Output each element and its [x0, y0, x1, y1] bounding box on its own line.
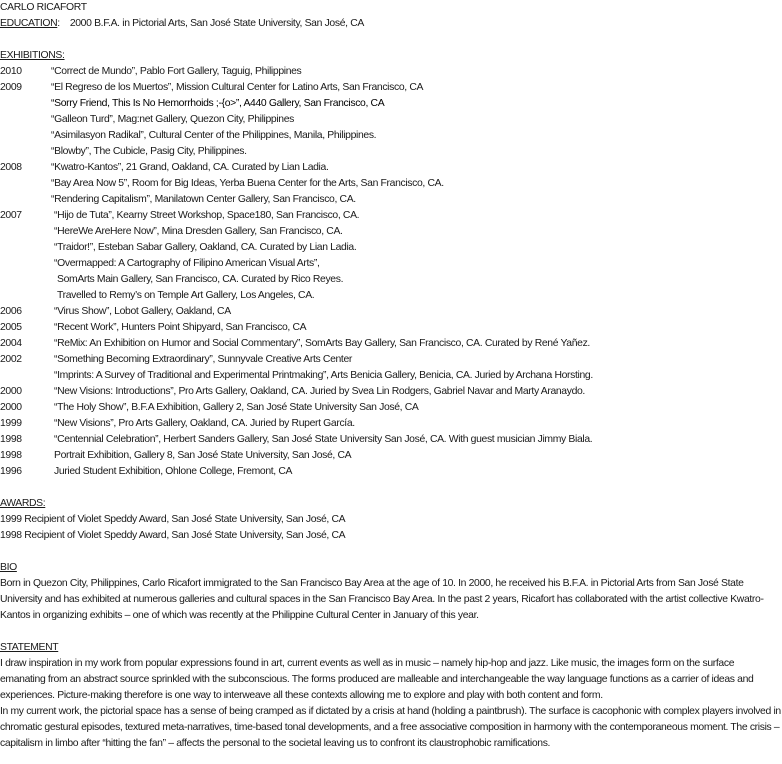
exhibition-row: [0, 304, 782, 320]
exhibition-text: “HereWe AreHere Now”, Mina Dresden Gallery, San Francisco, CA.: [54, 226, 343, 237]
exhibition-text: Juried Student Exhibition, Ohlone College, Fremont, CA: [54, 466, 293, 477]
exhibition-row: [0, 144, 782, 160]
statement-paragraph: I draw inspiration in my work from popular expressions found in art, current events as well as in music – namely hip-hop and jazz. Like music, the images form on the surface emanating from an abstract source sprinkled with the subconscious. The forms produced are malleable and interchangeable the way language functions as a carrier of ideas and experiences. Picture-making therefore is one way to interweave all these contexts allowing me to explore and play with both content and form.: [0, 658, 754, 701]
exhibition-text: SomArts Main Gallery, San Francisco, CA. Curated by Rico Reyes.: [57, 274, 344, 285]
exhibition-text: Travelled to Remy’s on Temple Art Gallery, Los Angeles, CA.: [57, 290, 315, 301]
exhibition-text: “El Regreso de los Muertos”, Mission Cultural Center for Latino Arts, San Francisco, CA: [51, 82, 424, 93]
exhibition-text: Portrait Exhibition, Gallery 8, San José State University, San José, CA: [54, 450, 352, 461]
exhibition-row: [0, 160, 782, 176]
exhibition-text: “Centennial Celebration”, Herbert Sanders Gallery, San José State University San José, CA. With guest musician Jimmy Biala.: [54, 434, 593, 445]
spacer: [0, 480, 782, 496]
exhibition-year: 2007: [0, 210, 22, 221]
exhibition-text: “Kwatro-Kantos”, 21 Grand, Oakland, CA. Curated by Lian Ladia.: [51, 162, 329, 173]
exhibition-text: “Sorry Friend, This Is No Hemorrhoids ;-{o>”, A440 Gallery, San Francisco, CA: [51, 98, 385, 109]
statement-heading: STATEMENT: [0, 642, 59, 653]
exhibition-row: [0, 208, 782, 224]
exhibition-row: [0, 288, 782, 304]
exhibition-row: [0, 320, 782, 336]
exhibition-text: “Virus Show”, Lobot Gallery, Oakland, CA: [54, 306, 231, 317]
education-colon: :: [57, 18, 60, 29]
exhibition-year: 1996: [0, 466, 22, 477]
exhibition-year: 2005: [0, 322, 22, 333]
exhibitions-heading: EXHIBITIONS:: [0, 50, 65, 61]
exhibition-text: “Imprints: A Survey of Traditional and Experimental Printmaking”, Arts Benicia Gallery, Benicia, CA. Juried by Archana Horsting.: [54, 370, 593, 381]
exhibition-text: “New Visions: Introductions”, Pro Arts Gallery, Oakland, CA. Juried by Svea Lin Rodgers, Gabriel Navar and Marty Aranaydo.: [54, 386, 585, 397]
exhibition-year: 2000: [0, 386, 22, 397]
artist-name: CARLO RICAFORT: [0, 2, 87, 13]
exhibition-row: [0, 448, 782, 464]
exhibition-row: [0, 80, 782, 96]
exhibition-row: [0, 112, 782, 128]
exhibition-text: “Hijo de Tuta”, Kearny Street Workshop, Space180, San Francisco, CA.: [54, 210, 360, 221]
spacer: [0, 624, 782, 640]
exhibition-year: 1998: [0, 450, 22, 461]
exhibition-row: [0, 432, 782, 448]
exhibition-year: 2006: [0, 306, 22, 317]
exhibition-row: [0, 352, 782, 368]
exhibition-year: 2000: [0, 402, 22, 413]
exhibition-row: [0, 96, 782, 112]
spacer: [0, 32, 782, 48]
exhibition-row: [0, 368, 782, 384]
exhibition-text: “ReMix: An Exhibition on Humor and Social Commentary”, SomArts Bay Gallery, San Francisco, CA. Curated by René Yañez.: [54, 338, 590, 349]
exhibition-row: [0, 464, 782, 480]
exhibition-text: “Rendering Capitalism”, Manilatown Center Gallery, San Francisco, CA.: [51, 194, 356, 205]
exhibition-row: [0, 176, 782, 192]
exhibition-text: “Asimilasyon Radikal”, Cultural Center of the Philippines, Manila, Philippines.: [51, 130, 377, 141]
exhibition-row: [0, 336, 782, 352]
exhibition-row: [0, 128, 782, 144]
exhibition-row: [0, 256, 782, 272]
exhibition-year: 2009: [0, 82, 22, 93]
exhibition-year: 2002: [0, 354, 22, 365]
exhibition-row: [0, 224, 782, 240]
exhibitions-list: [0, 64, 782, 480]
awards-heading: AWARDS:: [0, 498, 46, 509]
bio-heading: BIO: [0, 562, 17, 573]
exhibition-row: [0, 416, 782, 432]
education-line: [0, 16, 782, 32]
exhibition-row: [0, 384, 782, 400]
exhibition-year: 1998: [0, 434, 22, 445]
exhibition-row: [0, 64, 782, 80]
education-label: EDUCATION: [0, 18, 58, 29]
exhibition-text: “Overmapped: A Cartography of Filipino American Visual Arts”,: [54, 258, 320, 269]
exhibition-row: [0, 272, 782, 288]
award-item: 1998 Recipient of Violet Speddy Award, San José State University, San José, CA: [0, 530, 346, 541]
exhibition-text: “Recent Work”, Hunters Point Shipyard, San Francisco, CA: [54, 322, 307, 333]
award-item: 1999 Recipient of Violet Speddy Award, San José State University, San José, CA: [0, 514, 346, 525]
exhibition-row: [0, 400, 782, 416]
education-value: 2000 B.F.A. in Pictorial Arts, San José State University, San José, CA: [69, 18, 364, 29]
exhibition-text: “Something Becoming Extraordinary”, Sunnyvale Creative Arts Center: [54, 354, 353, 365]
exhibition-text: “Galleon Turd”, Mag:net Gallery, Quezon City, Philippines: [51, 114, 295, 125]
exhibition-text: “Blowby”, The Cubicle, Pasig City, Philippines.: [51, 146, 247, 157]
exhibition-row: [0, 240, 782, 256]
exhibition-text: “Correct de Mundo”, Pablo Fort Gallery, Taguig, Philippines: [51, 66, 302, 77]
exhibition-year: 2008: [0, 162, 22, 173]
exhibition-text: “Traidor!”, Esteban Sabar Gallery, Oakland, CA. Curated by Lian Ladia.: [54, 242, 357, 253]
exhibition-text: “The Holy Show”, B.F.A Exhibition, Gallery 2, San José State University San José, CA: [54, 402, 419, 413]
spacer: [0, 544, 782, 560]
exhibition-year: 2004: [0, 338, 22, 349]
exhibition-year: 1999: [0, 418, 22, 429]
exhibition-row: [0, 192, 782, 208]
exhibition-year: 2010: [0, 66, 22, 77]
exhibition-text: “Bay Area Now 5”, Room for Big Ideas, Yerba Buena Center for the Arts, San Francisco, CA.: [51, 178, 444, 189]
statement-paragraph: In my current work, the pictorial space has a sense of being cramped as if dictated by a crisis at hand (holding a paintbrush). The surface is cacophonic with complex players involved in chromatic gestural episodes, textured meta-narratives, time-based tonal developments, and a free associative composition in harmony with the contemporaneous moment. The crisis – capitalism in limbo after “hitting the fan” – affects the personal to the societal leaving us to confront its claustrophobic ramifications.: [0, 706, 781, 749]
bio-text: Born in Quezon City, Philippines, Carlo Ricafort immigrated to the San Francisco Bay Area at the age of 10. In 2000, he received his B.F.A. in Pictorial Arts from San José State University and has exhibited at numerous galleries and cultural spaces in the San Francisco Bay Area. In the past 2 years, Ricafort has collaborated with the artist collective Kwatro-Kantos in organizing exhibits – one of which was recently at the Philippine Cultural Center in January of this year.: [0, 578, 764, 621]
exhibition-text: “New Visions”, Pro Arts Gallery, Oakland, CA. Juried by Rupert García.: [54, 418, 355, 429]
